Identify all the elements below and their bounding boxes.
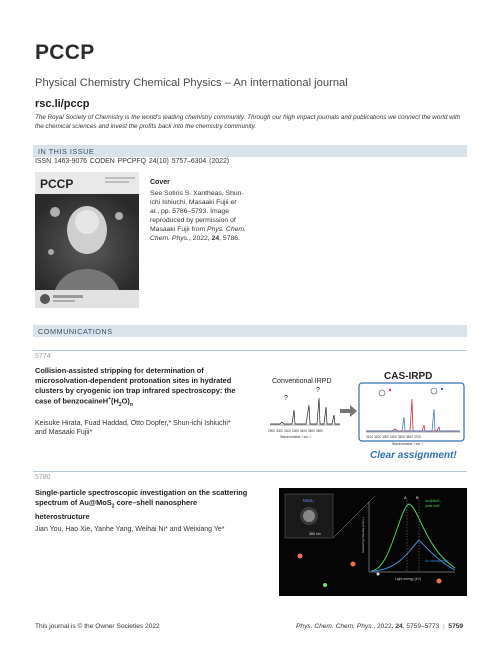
question-mark-2: ? xyxy=(316,387,320,394)
article-title[interactable]: Single-particle spectroscopic investigation on the scattering spectrum of Au@MoS$_2$ core–shell nanosphere heterostructure xyxy=(35,488,248,522)
scale-bar-label: 380 nm xyxy=(309,532,321,536)
communications-bar xyxy=(33,325,467,337)
article-title[interactable]: Collision-assisted stripping for determination of microsolvation-dependent protonation sites in hydrated clusters by cryogenic ion trap infrared spectroscopy: the case of $benzocaineH^+(H_2O)_n$ xyxy=(35,366,236,409)
communications-heading: COMMUNICATIONS xyxy=(38,326,113,336)
scattering-graphic xyxy=(279,488,467,596)
scattering-xlabel: Light energy (eV) xyxy=(395,577,422,581)
footer-page-number: 5759 xyxy=(448,623,464,630)
in-this-issue-heading: IN THIS ISSUE xyxy=(38,146,95,156)
footer-citation: Phys. Chem. Chem. Phys., 2022, 24, 5759–5773 | 5759 xyxy=(296,623,464,630)
article-page-number: 5774 xyxy=(35,353,51,360)
legend-au-mos2: Au@MoS₂ xyxy=(425,499,441,503)
divider xyxy=(33,350,467,351)
issn-line: ISSN 1463-9076 CODEN PPCPFQ 24(10) 5757–6304 (2022) xyxy=(35,158,230,165)
clear-assignment-label: Clear assignment! xyxy=(370,450,457,461)
journal-url[interactable]: rsc.li/pccp xyxy=(35,98,90,110)
mission-statement: The Royal Society of Chemistry is the world's leading chemistry community. Through our high impact journals and publications we connect the world with the chemical sciences and invest the profits back into the chemistry community. xyxy=(35,114,461,130)
axis-ticks-right: 3100 3200 3300 3400 3500 3600 3700 xyxy=(366,435,421,439)
in-this-issue-bar xyxy=(33,145,467,157)
footer-copyright: This journal is © the Owner Societies 2022 xyxy=(35,623,160,630)
scattering-ylabel: Scattering intensity (arb.u.) xyxy=(361,517,365,553)
cover-logo: PCCP xyxy=(40,177,74,191)
cas-irpd-graphic xyxy=(262,365,467,465)
legend-peak-shift: peak shift xyxy=(425,504,440,508)
article-figure-cas-irpd[interactable] xyxy=(262,365,467,465)
axis-ticks-left: 2900 3000 3200 3300 3400 3500 3600 xyxy=(268,429,323,433)
divider xyxy=(33,471,467,472)
conventional-irpd-label: Conventional IRPD xyxy=(272,378,332,385)
article-page-number: 5780 xyxy=(35,474,51,481)
cover-caption: See Sotiris S. Xantheas, Shun-ichi Ishiuchi, Masaaki Fujii et al., pp. 5786–5793. Image reproduced by permission of Masaaki Fujii from Phys. Chem. Chem. Phys., 2022, 24, 5786. xyxy=(150,190,246,243)
journal-subtitle: Physical Chemistry Chemical Physics – An international journal xyxy=(35,77,348,89)
article-authors: Jian You, Hao Xie, Yanhe Yang, Weihai Ni* and Weixiang Ye* xyxy=(35,526,225,533)
label-b: B xyxy=(416,495,419,500)
article-figure-scattering[interactable] xyxy=(279,488,467,596)
legend-au-nanosphere: Au nanosphere xyxy=(425,559,448,563)
cas-irpd-label: CAS-IRPD xyxy=(384,371,433,382)
xlabel-left: Wavenumber / cm⁻¹ xyxy=(280,435,312,439)
journal-name: PCCP xyxy=(35,41,95,64)
xlabel-right: Wavenumber / cm⁻¹ xyxy=(392,442,424,446)
cover-artwork xyxy=(35,172,139,308)
cover-image[interactable] xyxy=(35,172,139,308)
article-authors: Keisuke Hirata, Fuad Haddad, Otto Dopfer,* Shun-ichi Ishiuchi* and Masaaki Fujii* xyxy=(35,420,231,437)
question-mark-1: ? xyxy=(284,395,288,402)
label-a: A xyxy=(404,495,407,500)
cover-title: Cover xyxy=(150,179,170,186)
mos2-inset-label: MoS₂ xyxy=(303,498,314,503)
